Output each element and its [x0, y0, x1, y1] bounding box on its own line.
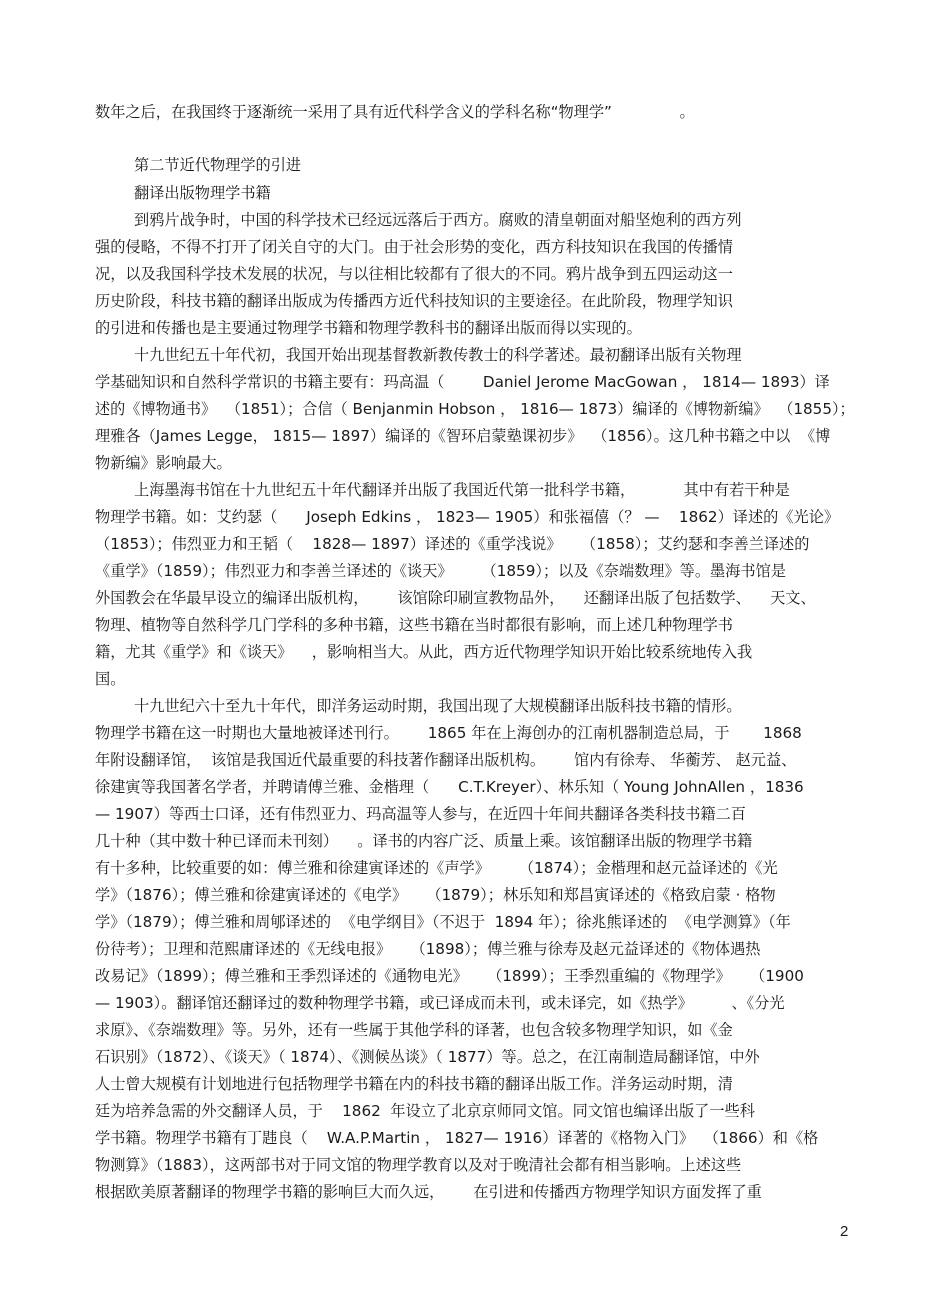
- text-line: 国。: [95, 670, 126, 688]
- text-line: 学》（1876）；傅兰雅和徐建寅译述的《电学》 （1879）；林乐知和郑昌寅译述的《格致启蒙 · 格物: [95, 886, 776, 904]
- text-line: 上海墨海书馆在十九世纪五十年代翻译并出版了我国近代第一批科学书籍， 其中有若干种是: [134, 481, 790, 499]
- text-line: 学基础知识和自然科学常识的书籍主要有：玛高温（ Daniel Jerome MacGowan ， 1814— 1893）译: [95, 373, 830, 391]
- text-line: 求原》、《奈端数理》等。另外，还有一些属于其他学科的译著，也包含较多物理学知识，如《金: [95, 1021, 733, 1039]
- text-line: 外国教会在华最早设立的编译出版机构， 该馆除印刷宣教物品外， 还翻译出版了包括数学、 天文、: [95, 589, 816, 607]
- text-line: 学书籍。物理学书籍有丁韪良（ W.A.P.Martin ， 1827— 1916）译著的《格物入门》 （1866）和《格: [95, 1129, 819, 1147]
- text-line: 物理、植物等自然科学几门学科的多种书籍，这些书籍在当时都很有影响，而上述几种物理学书: [95, 616, 733, 634]
- text-line: 物理学书籍。如：艾约瑟（ Joseph Edkins ， 1823— 1905）和张福僖（？ — 1862）译述的《光论》: [95, 508, 840, 526]
- text-line: 述的《博物通书》 （1851）；合信（ Benjanmin Hobson ， 1816— 1873）编译的《博物新编》 （1855）；: [95, 400, 855, 418]
- text-line: 根据欧美原著翻译的物理学书籍的影响巨大而久远， 在引进和传播西方物理学知识方面发挥了重: [95, 1183, 762, 1201]
- text-line: 数年之后，在我国终于逐渐统一采用了具有近代科学含义的学科名称“物理学” 。: [95, 103, 695, 121]
- text-line: （1853）；伟烈亚力和王韬（ 1828— 1897）译述的《重学浅说》 （1858）；艾约瑟和李善兰译述的: [95, 535, 810, 553]
- text-line: 《重学》（1859）；伟烈亚力和李善兰译述的《谈天》 （1859）；以及《奈端数理》等。墨海书馆是: [95, 562, 786, 580]
- text-line: 份待考）；卫理和范熙庸译述的《无线电报》 （1898）；傅兰雅与徐寿及赵元益译述的《物体遇热: [95, 940, 761, 958]
- text-line: 强的侵略，不得不打开了闭关自守的大门。由于社会形势的变化，西方科技知识在我国的传播情: [95, 238, 733, 256]
- text-line: 的引进和传播也是主要通过物理学书籍和物理学教科书的翻译出版而得以实现的。: [95, 319, 642, 337]
- text-line: 到鸦片战争时，中国的科学技术已经远远落后于西方。腐败的清皇朝面对船坚炮利的西方列: [134, 211, 742, 229]
- page-number: 2: [840, 1223, 849, 1240]
- text-line: 学》（1879）；傅兰雅和周郇译述的 《电学纲目》（不迟于 1894 年）；徐兆熊译述的 《电学测算》（年: [95, 913, 791, 931]
- subsection-heading: 翻译出版物理学书籍: [134, 184, 271, 202]
- text-line: 改易记》（1899）；傅兰雅和王季烈译述的《通物电光》 （1899）；王季烈重编的《物理学》 （1900: [95, 967, 804, 985]
- text-line: 十九世纪五十年代初，我国开始出现基督教新教传教士的科学著述。最初翻译出版有关物理: [134, 346, 742, 364]
- section-heading: 第二节近代物理学的引进: [134, 156, 302, 174]
- text-line: 徐建寅等我国著名学者，并聘请傅兰雅、金楷理（ C.T.Kreyer）、林乐知（ Young JohnAllen ，1836: [95, 778, 804, 796]
- text-line: 年附设翻译馆， 该馆是我国近代最重要的科技著作翻译出版机构。 馆内有徐寿、 华蘅芳、 赵元益、: [95, 751, 797, 769]
- text-line: 籍，尤其《重学》和《谈天》 ，影响相当大。从此，西方近代物理学知识开始比较系统地传入我: [95, 643, 753, 661]
- text-line: — 1907）等西士口译，还有伟烈亚力、玛高温等人参与，在近四十年间共翻译各类科技书籍二百: [95, 805, 746, 823]
- text-line: 物理学书籍在这一时期也大量地被译述刊行。 1865 年在上海创办的江南机器制造总局，于 1868: [95, 724, 802, 742]
- text-line: 廷为培养急需的外交翻译人员，于 1862 年设立了北京京师同文馆。同文馆也编译出版了一些科: [95, 1102, 755, 1120]
- text-line: 物测算》（1883），这两部书对于同文馆的物理学教育以及对于晚清社会都有相当影响。上述这些: [95, 1156, 742, 1174]
- text-line: 理雅各（James Legge， 1815— 1897）编译的《智环启蒙塾课初步》 （1856）。这几种书籍之中以 《博: [95, 427, 831, 445]
- text-line: — 1903）。翻译馆还翻译过的数种物理学书籍，或已译成而未刊，或未译完，如《热学》 、《分光: [95, 994, 785, 1012]
- text-line: 况，以及我国科学技术发展的状况，与以往相比较都有了很大的不同。鸦片战争到五四运动这一: [95, 265, 733, 283]
- text-line: 历史阶段，科技书籍的翻译出版成为传播西方近代科技知识的主要途径。在此阶段，物理学知识: [95, 292, 733, 310]
- text-line: 几十种（其中数十种已译而未刊刻） 。译书的内容广泛、质量上乘。该馆翻译出版的物理学书籍: [95, 832, 753, 850]
- text-line: 物新编》影响最大。: [95, 454, 232, 472]
- text-line: 十九世纪六十至九十年代，即洋务运动时期，我国出现了大规模翻译出版科技书籍的情形。: [134, 697, 742, 715]
- text-line: 人士曾大规模有计划地进行包括物理学书籍在内的科技书籍的翻译出版工作。洋务运动时期，清: [95, 1075, 733, 1093]
- text-line: 有十多种，比较重要的如：傅兰雅和徐建寅译述的《声学》 （1874）；金楷理和赵元益译述的《光: [95, 859, 778, 877]
- text-line: 石识别》（1872）、《谈天》（ 1874）、《测候丛谈》（ 1877）等。总之，在江南制造局翻译馆，中外: [95, 1048, 760, 1066]
